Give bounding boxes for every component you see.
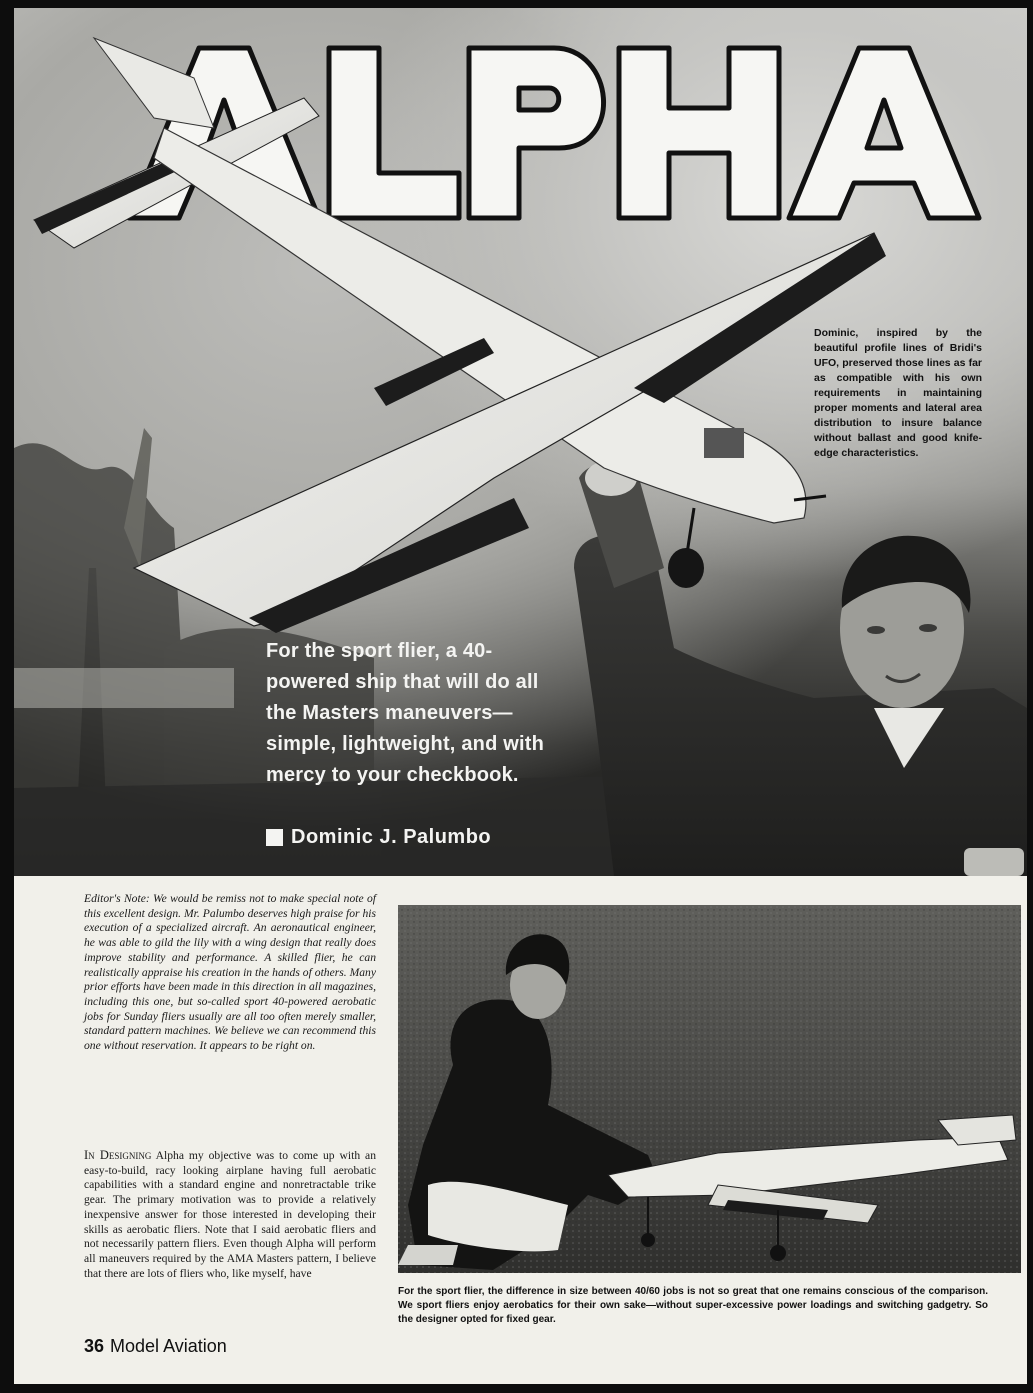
- editors-note: Editor's Note: We would be remiss not to make special note of this excellent design. Mr. Palumbo deserves high praise for his execution of a specialized aircraft. An aeronautical engineer, he was able to gild the lily with a wing design that really does improve stability and performance. A skilled flier, he can realistically appraise his creation in the hands of others. Many prior efforts have been made in this direction in all magazines, including this one, but so-called sport 40-powered aerobatic jobs for Sunday fliers usually are all too often merely smaller, standard pattern machines. We believe we can recommend this one without reservation. It appears to be right on.: [84, 892, 376, 1053]
- boy-with-plane-photo: [398, 905, 1021, 1273]
- hero-photo: [14, 8, 1027, 876]
- article-body: [84, 1148, 376, 1281]
- body-paragraph: Alpha my objective was to come up with an easy-to-build, racy looking airplane having full aerobatic capabilities with a standard engine and nonretractable trike gear. The primary motivation was to provide a relatively inexpensive answer for those interested in developing their skills as aerobatic fliers. Note that I said aerobatic fliers and not necessarily pattern fliers. Even though Alpha will perform all maneuvers required by the AMA Masters pattern, I believe that there are lots of fliers who, like myself, have: [84, 1149, 376, 1280]
- author-name: Dominic J. Palumbo: [291, 826, 492, 848]
- byline-square-icon: [266, 829, 283, 846]
- background-building: [14, 668, 234, 708]
- photo2-illustration: [398, 905, 1021, 1273]
- magazine-page: [14, 8, 1027, 1384]
- body-lead-in: In Designing: [84, 1148, 152, 1162]
- article-subtitle: For the sport flier, a 40-powered ship that will do all the Masters maneuvers—simple, lightweight, and with mercy to your checkbook.: [266, 640, 545, 786]
- page-footer: [84, 1336, 227, 1357]
- hero-photo-caption: Dominic, inspired by the beautiful profile lines of Bridi's UFO, preserved those lines as far as compatible with his own requirements in maintaining proper moments and lateral area distribution to insure balance without ballast and good knife-edge characteristics.: [814, 327, 982, 459]
- author-byline: [266, 826, 491, 849]
- pilot-figure: [574, 460, 1027, 876]
- magazine-name: Model Aviation: [110, 1336, 227, 1356]
- page-number: 36: [84, 1336, 105, 1356]
- photo2-caption: For the sport flier, the difference in size between 40/60 jobs is not so great that one remains conscious of the comparison. We sport fliers enjoy aerobatics for their own sake—without super-excessive power loadings and switching gadgetry. So the designer opted for fixed gear.: [398, 1286, 988, 1325]
